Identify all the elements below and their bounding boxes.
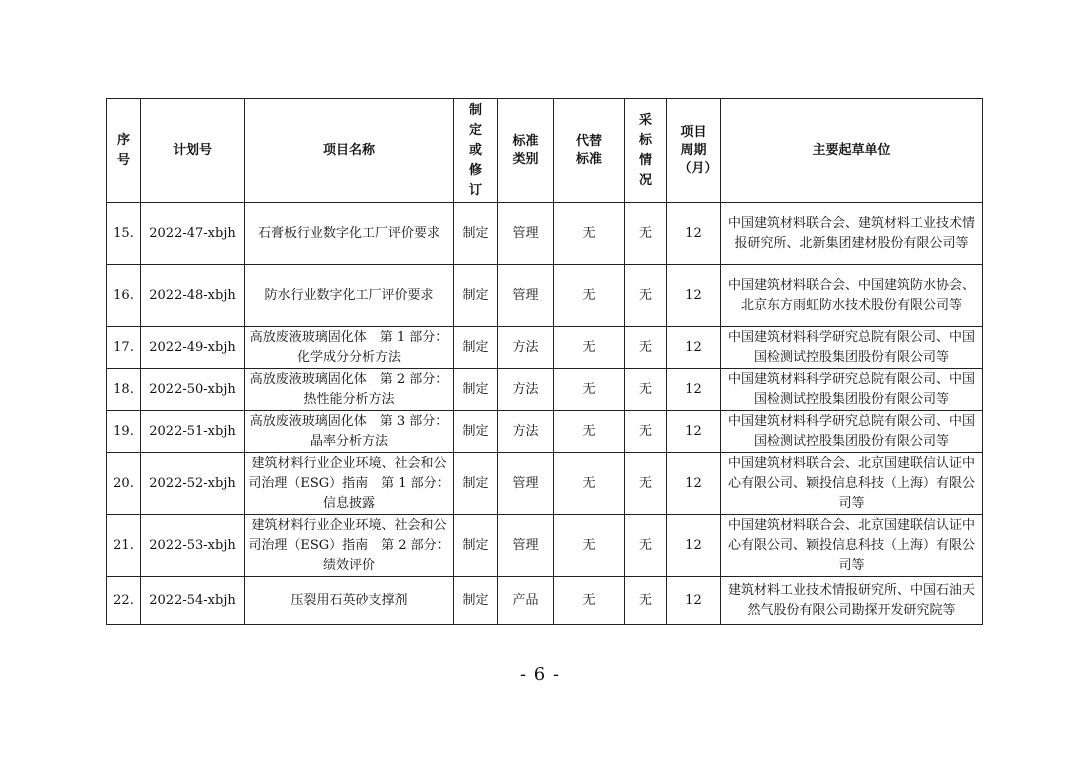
header-period: 项目周期（月） bbox=[667, 99, 721, 203]
cell-project-name: 建筑材料行业企业环境、社会和公司治理（ESG）指南 第 2 部分：绩效评价 bbox=[245, 515, 454, 577]
header-adoption: 采标情况 bbox=[625, 99, 667, 203]
header-std-category: 标准类别 bbox=[498, 99, 554, 203]
cell-drafting-units: 中国建筑材料联合会、北京国建联信认证中心有限公司、颖投信息科技（上海）有限公司等 bbox=[721, 515, 983, 577]
cell-replaces: 无 bbox=[554, 265, 625, 327]
cell-project-name: 石膏板行业数字化工厂评价要求 bbox=[245, 203, 454, 265]
cell-seq: 16. bbox=[107, 265, 141, 327]
cell-replaces: 无 bbox=[554, 369, 625, 411]
cell-seq: 21. bbox=[107, 515, 141, 577]
cell-type: 制定 bbox=[454, 203, 498, 265]
cell-adoption: 无 bbox=[625, 203, 667, 265]
cell-type: 制定 bbox=[454, 411, 498, 453]
cell-adoption: 无 bbox=[625, 327, 667, 369]
cell-seq: 15. bbox=[107, 203, 141, 265]
table-row bbox=[107, 515, 983, 577]
cell-period: 12 bbox=[667, 515, 721, 577]
cell-category: 方法 bbox=[498, 327, 554, 369]
page-number: - 6 - bbox=[519, 664, 561, 685]
table-row bbox=[107, 411, 983, 453]
cell-project-name: 高放废液玻璃固化体 第 1 部分：化学成分分析方法 bbox=[245, 327, 454, 369]
cell-seq: 19. bbox=[107, 411, 141, 453]
cell-drafting-units: 建筑材料工业技术情报研究所、中国石油天然气股份有限公司勘探开发研究院等 bbox=[721, 577, 983, 625]
cell-period: 12 bbox=[667, 411, 721, 453]
cell-drafting-units: 中国建筑材料科学研究总院有限公司、中国国检测试控股集团股份有限公司等 bbox=[721, 369, 983, 411]
cell-replaces: 无 bbox=[554, 411, 625, 453]
cell-category: 管理 bbox=[498, 453, 554, 515]
cell-period: 12 bbox=[667, 369, 721, 411]
table-row bbox=[107, 265, 983, 327]
cell-replaces: 无 bbox=[554, 515, 625, 577]
table-row bbox=[107, 577, 983, 625]
cell-drafting-units: 中国建筑材料联合会、北京国建联信认证中心有限公司、颖投信息科技（上海）有限公司等 bbox=[721, 453, 983, 515]
cell-period: 12 bbox=[667, 203, 721, 265]
cell-category: 方法 bbox=[498, 411, 554, 453]
cell-plan-no: 2022-53-xbjh bbox=[141, 515, 245, 577]
cell-type: 制定 bbox=[454, 453, 498, 515]
cell-plan-no: 2022-54-xbjh bbox=[141, 577, 245, 625]
cell-category: 管理 bbox=[498, 265, 554, 327]
cell-plan-no: 2022-48-xbjh bbox=[141, 265, 245, 327]
cell-adoption: 无 bbox=[625, 265, 667, 327]
cell-category: 管理 bbox=[498, 203, 554, 265]
cell-type: 制定 bbox=[454, 265, 498, 327]
cell-period: 12 bbox=[667, 453, 721, 515]
cell-plan-no: 2022-50-xbjh bbox=[141, 369, 245, 411]
table-row bbox=[107, 369, 983, 411]
cell-replaces: 无 bbox=[554, 453, 625, 515]
cell-category: 产品 bbox=[498, 577, 554, 625]
header-make-or-revise: 制定或修订 bbox=[454, 99, 498, 203]
cell-plan-no: 2022-52-xbjh bbox=[141, 453, 245, 515]
cell-type: 制定 bbox=[454, 577, 498, 625]
cell-adoption: 无 bbox=[625, 515, 667, 577]
cell-drafting-units: 中国建筑材料科学研究总院有限公司、中国国检测试控股集团股份有限公司等 bbox=[721, 327, 983, 369]
cell-category: 管理 bbox=[498, 515, 554, 577]
cell-category: 方法 bbox=[498, 369, 554, 411]
cell-adoption: 无 bbox=[625, 577, 667, 625]
cell-seq: 17. bbox=[107, 327, 141, 369]
cell-seq: 22. bbox=[107, 577, 141, 625]
cell-plan-no: 2022-47-xbjh bbox=[141, 203, 245, 265]
cell-project-name: 压裂用石英砂支撑剂 bbox=[245, 577, 454, 625]
header-project-name: 项目名称 bbox=[245, 99, 454, 203]
cell-replaces: 无 bbox=[554, 577, 625, 625]
cell-period: 12 bbox=[667, 577, 721, 625]
header-drafting-units: 主要起草单位 bbox=[721, 99, 983, 203]
table-row bbox=[107, 203, 983, 265]
cell-type: 制定 bbox=[454, 369, 498, 411]
cell-project-name: 高放废液玻璃固化体 第 3 部分：晶率分析方法 bbox=[245, 411, 454, 453]
header-plan-no: 计划号 bbox=[141, 99, 245, 203]
cell-seq: 18. bbox=[107, 369, 141, 411]
cell-replaces: 无 bbox=[554, 203, 625, 265]
cell-drafting-units: 中国建筑材料联合会、中国建筑防水协会、北京东方雨虹防水技术股份有限公司等 bbox=[721, 265, 983, 327]
cell-adoption: 无 bbox=[625, 411, 667, 453]
cell-period: 12 bbox=[667, 265, 721, 327]
cell-replaces: 无 bbox=[554, 327, 625, 369]
cell-project-name: 高放废液玻璃固化体 第 2 部分：热性能分析方法 bbox=[245, 369, 454, 411]
cell-plan-no: 2022-51-xbjh bbox=[141, 411, 245, 453]
header-replaced-std: 代替标准 bbox=[554, 99, 625, 203]
cell-drafting-units: 中国建筑材料科学研究总院有限公司、中国国检测试控股集团股份有限公司等 bbox=[721, 411, 983, 453]
table-row bbox=[107, 327, 983, 369]
cell-plan-no: 2022-49-xbjh bbox=[141, 327, 245, 369]
cell-adoption: 无 bbox=[625, 453, 667, 515]
cell-seq: 20. bbox=[107, 453, 141, 515]
cell-type: 制定 bbox=[454, 327, 498, 369]
header-seq: 序号 bbox=[107, 99, 141, 203]
cell-adoption: 无 bbox=[625, 369, 667, 411]
cell-project-name: 防水行业数字化工厂评价要求 bbox=[245, 265, 454, 327]
cell-project-name: 建筑材料行业企业环境、社会和公司治理（ESG）指南 第 1 部分：信息披露 bbox=[245, 453, 454, 515]
table-row bbox=[107, 453, 983, 515]
cell-drafting-units: 中国建筑材料联合会、建筑材料工业技术情报研究所、北新集团建材股份有限公司等 bbox=[721, 203, 983, 265]
cell-period: 12 bbox=[667, 327, 721, 369]
table-header-row bbox=[107, 99, 983, 203]
standards-plan-table bbox=[106, 98, 983, 625]
cell-type: 制定 bbox=[454, 515, 498, 577]
